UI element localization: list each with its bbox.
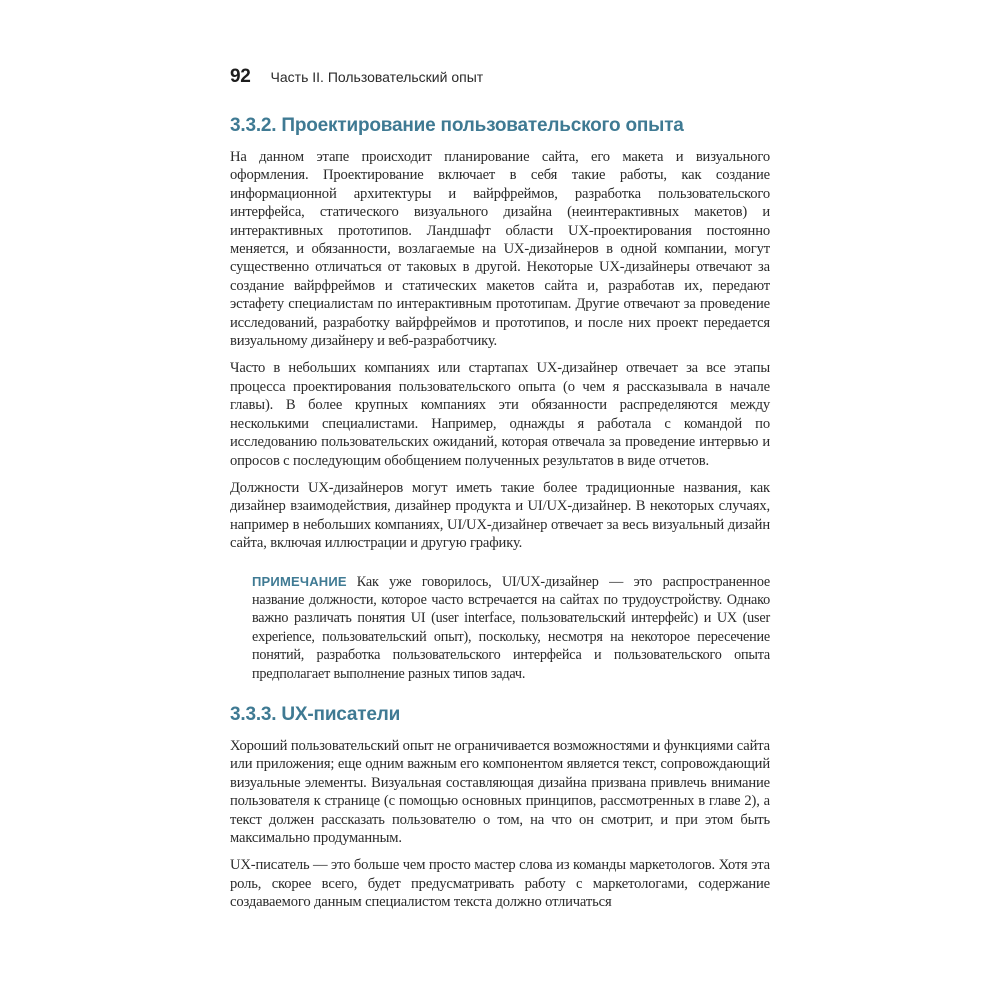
body-paragraph: Часто в небольших компаниях или стартапах UX-дизайнер отвечает за все этапы процесса проектирования пользовательского опыта (о чем я рассказывала в начале главы). В более крупных компаниях эти обязанности распределяются между несколькими специалистами. Например, однажды я работала с командой по исследованию пользовательских ожиданий, которая отвечала за проведение интервью и опросов с последующим обобщением полученных результатов в виде отчетов. xyxy=(230,360,770,469)
book-page xyxy=(230,66,770,912)
body-paragraph: Хороший пользовательский опыт не ограничивается возможностями и функциями сайта или приложения; еще одним важным его компонентом является текст, сопровождающий визуальные элементы. Визуальная составляющая дизайна призвана привлечь внимание пользователя к странице (с помощью основных принципов, рассмотренных в главе 2), а текст должен рассказать пользователю о том, на что он смотрит, и при этом быть максимально продуманным. xyxy=(230,737,770,846)
section-heading-3-3-2: 3.3.2. Проектирование пользовательского опыта xyxy=(230,115,684,136)
page-number: 92 xyxy=(230,66,251,87)
body-paragraph: На данном этапе происходит планирование сайта, его макета и визуального оформления. Проектирование включает в себя такие работы, как создание информационной архитектуры и вайрфреймов, разработка пользовательского интерфейса, статического визуального дизайна (неинтерактивных макетов) и интерактивных прототипов. Ландшафт области UX-проектирования постоянно меняется, и обязанности, возлагаемые на UX-дизайнеров в одной компании, могут существенно отличаться от таковых в другой. Некоторые UX-дизайнеры отвечают за создание вайрфреймов и статических макетов сайта и, разработав их, передают эстафету специалистам по интерактивным прототипам. Другие отвечают за проведение исследований, разработку вайрфреймов и прототипов, и после них проект передается визуальному дизайнеру и веб-разработчику. xyxy=(230,149,770,350)
note-text: Как уже говорилось, UI/UX-дизайнер — это распространенное название должности, которое часто встречается на сайтах по трудоустройству. Однако важно различать понятия UI (user interface, пользовательский интерфейс) и UX (user experience, пользовательский опыт), поскольку, несмотря на некоторое пересечение понятий, разработка пользовательского интерфейса и пользовательского опыта предполагает выполнение разных типов задач. xyxy=(252,573,770,682)
part-title: Часть II. Пользовательский опыт xyxy=(270,69,484,85)
body-paragraph: Должности UX-дизайнеров могут иметь такие более традиционные названия, как дизайнер взаимодействия, дизайнер продукта и UI/UX-дизайнер. В некоторых случаях, например в небольших компаниях, UI/UX-дизайнер отвечает за весь визуальный дизайн сайта, включая иллюстрации и другую графику. xyxy=(230,479,770,552)
note-block xyxy=(252,573,770,683)
body-paragraph: UX-писатель — это больше чем просто мастер слова из команды маркетологов. Хотя эта роль, скорее всего, будет предусматривать работу с маркетологами, содержание создаваемого данным специалистом текста должно отличаться xyxy=(230,857,770,911)
running-head xyxy=(230,66,770,94)
note-label: ПРИМЕЧАНИЕ xyxy=(252,573,347,589)
section-heading-3-3-3: 3.3.3. UX-писатели xyxy=(230,703,401,725)
